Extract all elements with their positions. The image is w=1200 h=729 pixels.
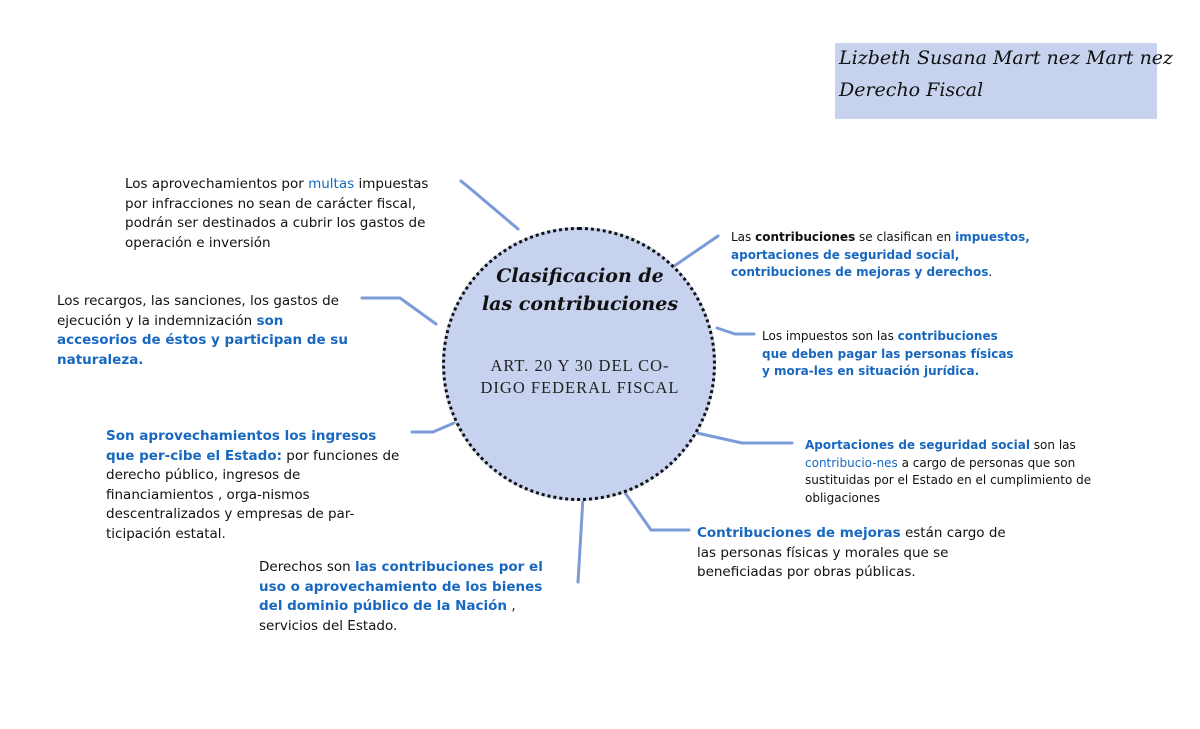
connector-recargos: [362, 298, 436, 324]
central-title: [478, 262, 682, 318]
central-subtitle: [474, 355, 686, 399]
node-impuestos-highlight: contribuciones que deben pagar las personas físicas y mora-les en situación jurídica.: [762, 329, 1014, 378]
node-aportaciones-text2: a cargo de personas que son sustituidas por el Estado en el cumplimiento de obligaciones: [805, 455, 1092, 505]
connector-impuestos: [717, 328, 754, 334]
node-derechos-highlight: las contribuciones por el uso o aprovechamiento de los bienes del dominio público de la Nación: [259, 559, 543, 614]
node-aprovechamientos-highlight: Son aprovechamientos los ingresos que per-cibe el Estado:: [106, 428, 377, 464]
course-subject: Derecho Fiscal: [839, 79, 984, 101]
connector-mejoras: [621, 487, 689, 530]
node-impuestos: [762, 328, 1022, 381]
node-aprovechamientos-text: por funciones de derecho público, ingresos de financiamientos , orga-nismos descentralizados y empresas de par-ticipación estatal.: [106, 447, 400, 542]
node-derechos-text2: , servicios del Estado.: [259, 598, 516, 634]
node-aprovechamientos: [106, 427, 406, 544]
central-subtitle-line2: DIGO FEDERAL FISCAL: [480, 378, 680, 397]
central-subtitle-line1: ART. 20 Y 30 DEL CO-: [490, 356, 670, 375]
connector-derechos: [578, 498, 583, 582]
node-recargos-highlight: son accesorios de éstos y participan de su naturaleza.: [57, 312, 348, 368]
node-clasificacion-highlight: impuestos, aportaciones de seguridad social, contribuciones de mejoras y derechos: [731, 230, 1030, 279]
node-aportaciones-text1: son las: [1029, 438, 1076, 452]
node-clasificacion: [731, 229, 1031, 282]
node-aportaciones: [805, 437, 1125, 507]
central-title-line2: las contribuciones: [481, 293, 679, 315]
node-mejoras-highlight: Contribuciones de mejoras: [697, 525, 901, 541]
node-clasificacion-text2: se clasifican en: [855, 230, 956, 244]
node-clasificacion-keyword: contribuciones: [755, 230, 856, 244]
connector-aprovechamientos: [412, 423, 454, 432]
node-derechos: [259, 558, 569, 636]
node-clasificacion-text3: .: [988, 265, 993, 279]
node-recargos: [57, 292, 357, 370]
node-multas-text2: impuestas por infracciones no sean de carácter fiscal, podrán ser destinados a cubrir los gastos de operación e inversión: [125, 176, 429, 251]
node-impuestos-text: Los impuestos son las: [762, 329, 898, 343]
author-name: Lizbeth Susana Mart nez Mart nez: [839, 47, 1174, 69]
node-multas-highlight: multas: [308, 176, 355, 192]
node-aportaciones-highlight1: Aportaciones de seguridad social: [805, 438, 1030, 452]
node-clasificacion-text1: Las: [731, 230, 756, 244]
node-derechos-text1: Derechos son: [259, 559, 355, 575]
node-multas-text1: Los aprovechamientos por: [125, 176, 309, 192]
node-mejoras-text: están cargo de las personas físicas y morales que se beneficiadas por obras públicas.: [697, 525, 1006, 580]
connector-multas: [461, 181, 518, 229]
node-mejoras: [697, 524, 1017, 583]
node-recargos-text: Los recargos, las sanciones, los gastos de ejecución y la indemnización: [57, 293, 339, 329]
node-multas: [125, 175, 455, 253]
central-title-line1: Clasificacion de: [496, 265, 664, 287]
node-aportaciones-highlight2: contribucio-nes: [805, 455, 898, 470]
connector-aportaciones: [697, 433, 792, 443]
